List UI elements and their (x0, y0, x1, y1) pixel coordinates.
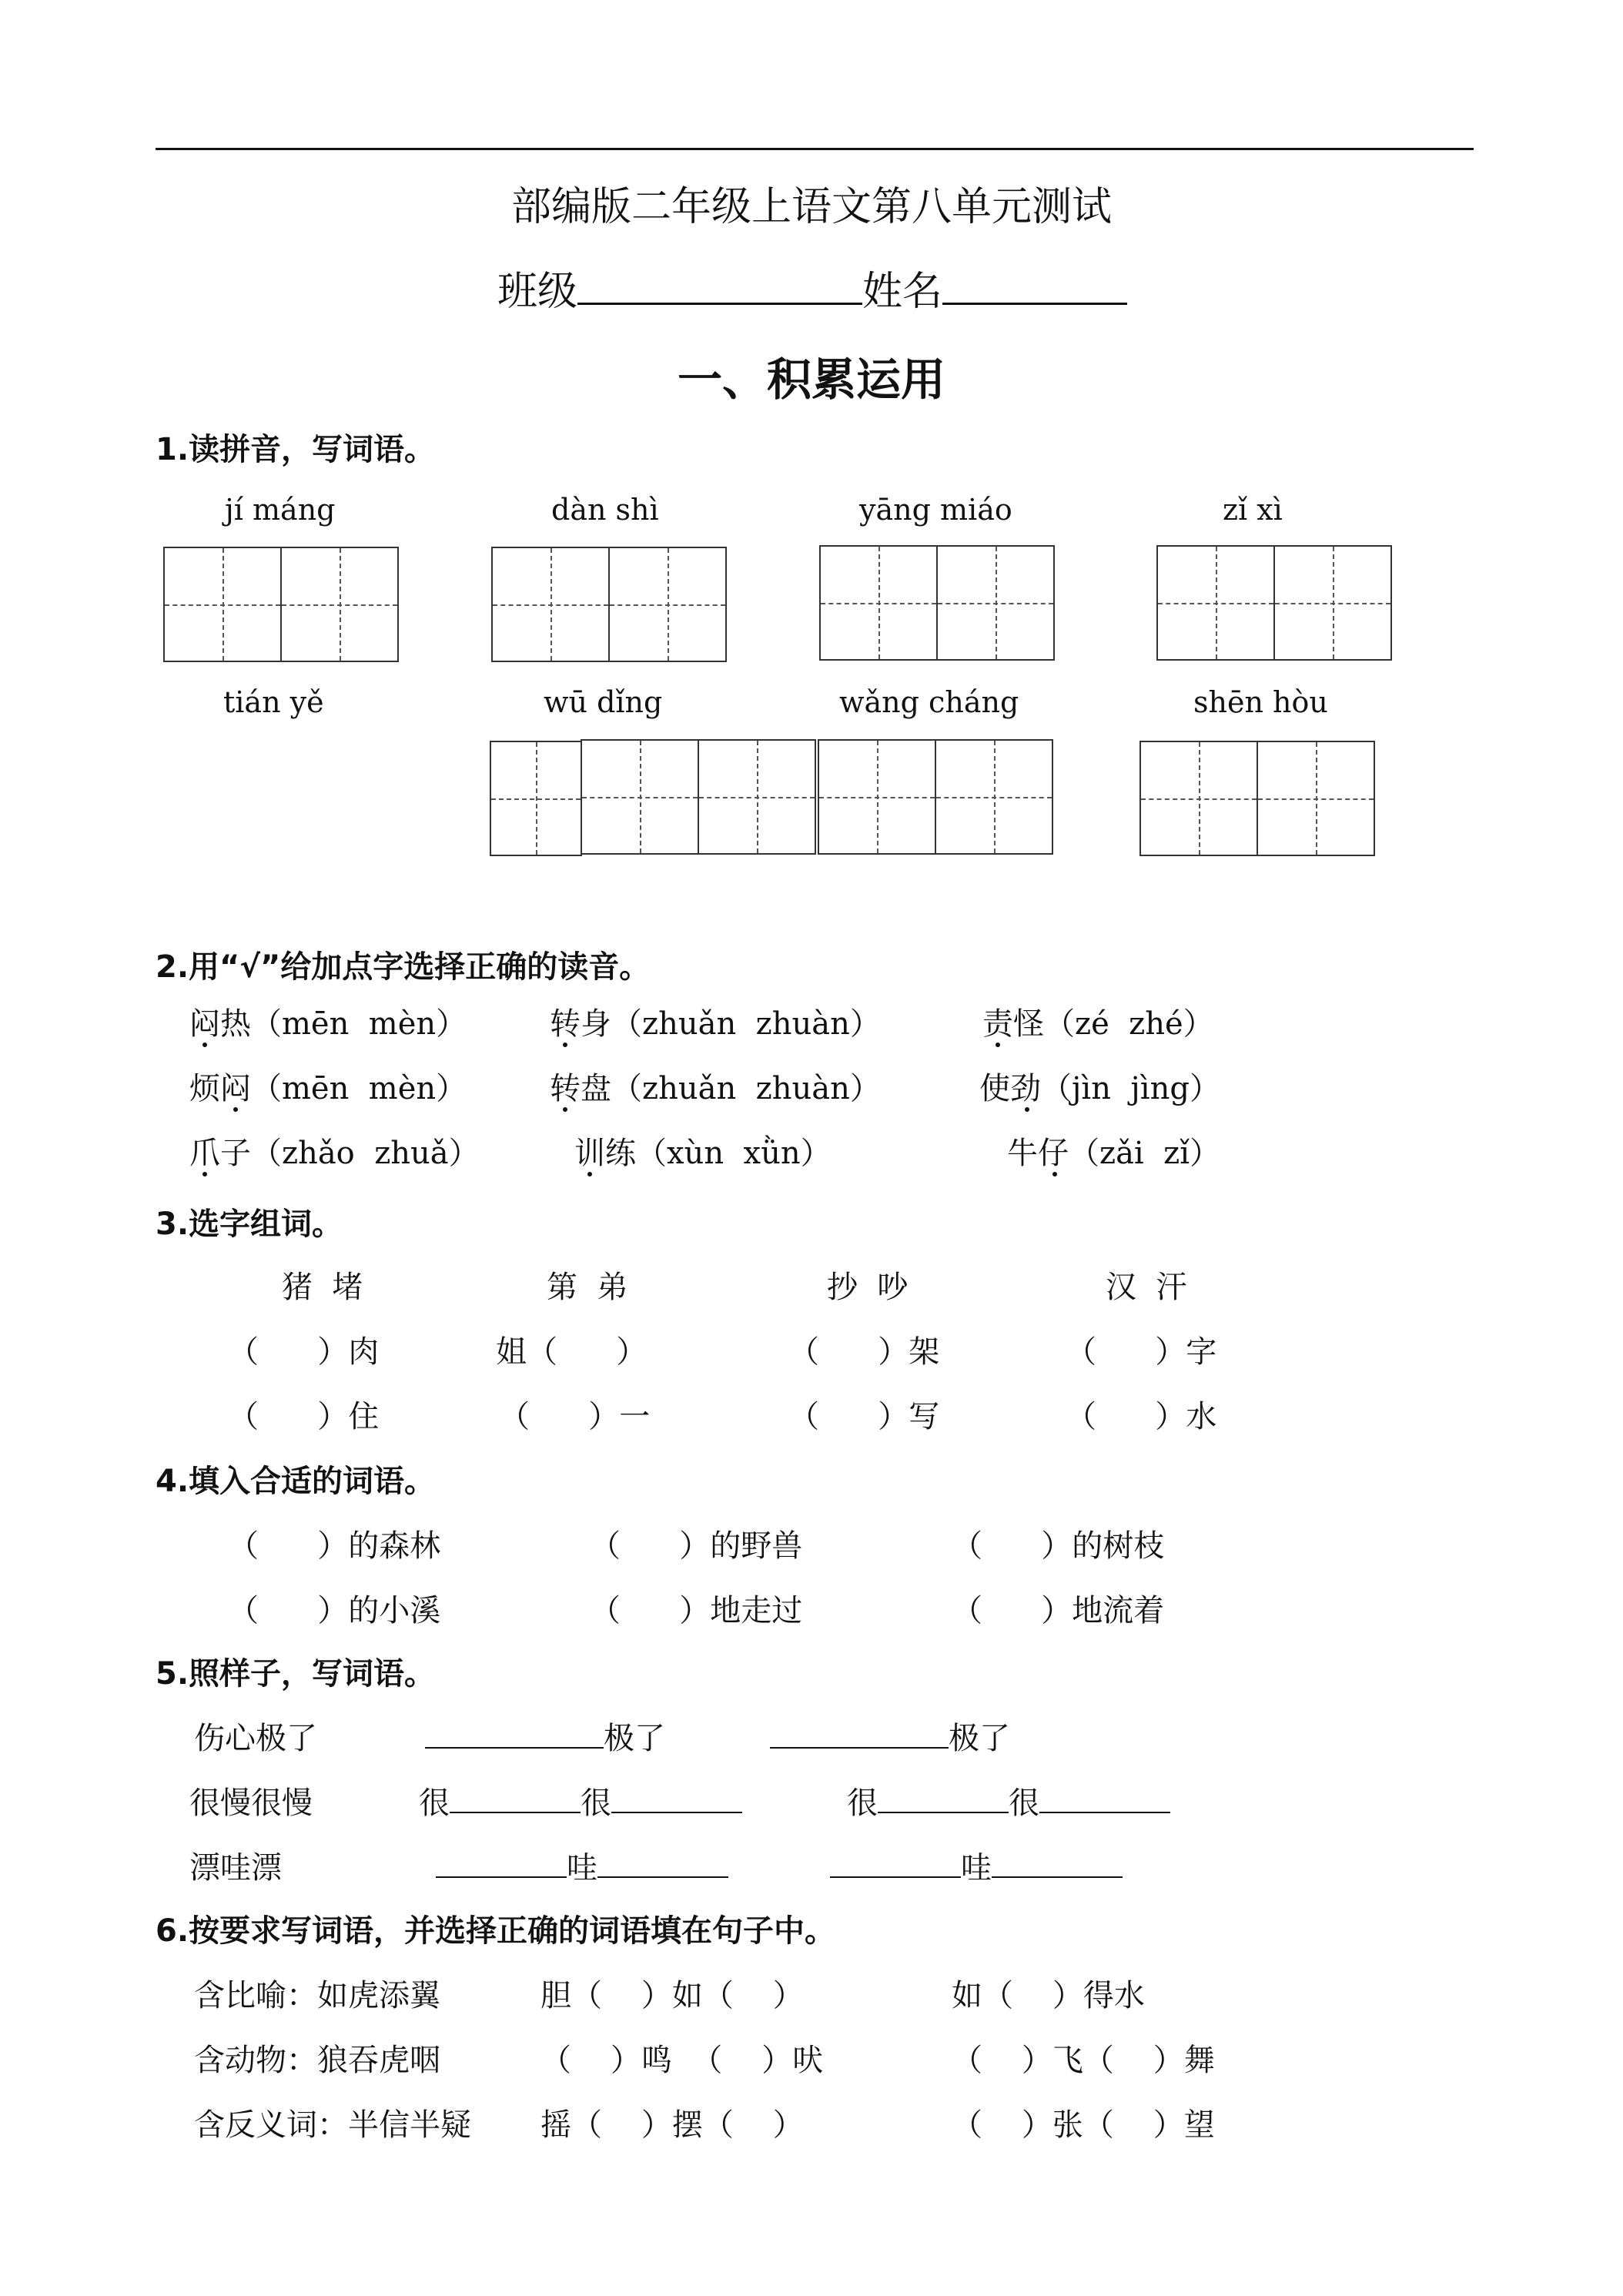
pinyin-1: jí máng (225, 493, 336, 527)
fill-item[interactable]: （ ）地流着 (952, 1593, 1165, 1628)
pinyin-8: shēn hòu (1193, 685, 1328, 719)
fill-item[interactable]: （ ）写 (788, 1399, 940, 1434)
fill-item[interactable]: 如（ ）得水 (952, 1978, 1145, 2013)
top-rule (156, 148, 1474, 150)
example-word: 漂哇漂 (189, 1850, 282, 1886)
suffix-text: 极了 (604, 1721, 665, 1756)
emphasis-dot (1025, 1107, 1029, 1112)
pinyin-6: wū dǐng (544, 685, 663, 719)
category-example: 含比喻：如虎添翼 (194, 1978, 440, 2013)
name-blank[interactable] (942, 267, 1127, 305)
fill-item[interactable]: 姐（ ） (496, 1334, 648, 1370)
fill-item[interactable]: （ ）住 (228, 1399, 380, 1434)
fill-item[interactable]: （ ）鸣 （ ）吠 (540, 2043, 824, 2078)
example-word: 伤心极了 (194, 1721, 317, 1756)
fill-item[interactable]: （ ）地走过 (590, 1593, 803, 1628)
example-word: 很慢很慢 (189, 1786, 313, 1821)
answer-blank[interactable] (597, 1846, 728, 1878)
pattern-fill (425, 1714, 665, 1758)
char-pair: 第 弟 (547, 1270, 628, 1305)
emphasis-dot (202, 1043, 207, 1047)
char-grid[interactable] (819, 545, 1055, 661)
char-grid[interactable] (490, 741, 582, 856)
answer-blank[interactable] (878, 1781, 1009, 1813)
pattern-fill: 很 很 (847, 1779, 1170, 1822)
q6-title: 6.按要求写词语，并选择正确的词语填在句子中。 (156, 1913, 836, 1949)
q2-item: 烦闷（mēn mèn） (189, 1071, 467, 1106)
class-name-row (497, 259, 1127, 316)
pinyin-2: dàn shì (551, 493, 659, 527)
q4-title: 4.填入合适的词语。 (156, 1464, 436, 1499)
emphasis-dot (587, 1172, 592, 1176)
char-pair: 抄 吵 (827, 1270, 909, 1305)
pinyin-7: wǎng cháng (839, 685, 1019, 719)
q2-title: 2.用“√”给加点字选择正确的读音。 (156, 949, 651, 985)
category-example: 含动物：狼吞虎咽 (194, 2043, 440, 2078)
q2-item: 转盘（zhuǎn zhuàn） (550, 1071, 881, 1106)
pattern-fill: 哇 (830, 1843, 1123, 1887)
answer-blank[interactable] (611, 1781, 742, 1813)
q5-title: 5.照样子，写词语。 (156, 1656, 436, 1692)
fill-item[interactable]: （ ）字 (1066, 1334, 1217, 1370)
char-grid[interactable] (818, 739, 1053, 855)
emphasis-dot (996, 1043, 1000, 1047)
q2-item: 训练（xùn xǜn） (574, 1136, 832, 1171)
suffix-text: 极了 (949, 1721, 1010, 1756)
emphasis-dot (563, 1043, 567, 1047)
pinyin-4: zǐ xì (1223, 493, 1283, 527)
char-grid[interactable] (163, 547, 399, 662)
fill-item[interactable]: （ ）架 (788, 1334, 940, 1370)
pinyin-5: tián yě (223, 685, 324, 719)
q3-title: 3.选字组词。 (156, 1207, 343, 1242)
answer-blank[interactable] (450, 1781, 581, 1813)
fill-item[interactable]: 摇（ ）摆（ ） (540, 2107, 804, 2143)
char-pair: 汉 汗 (1106, 1270, 1187, 1305)
answer-blank[interactable] (1039, 1781, 1170, 1813)
fill-item[interactable]: （ ）的森林 (228, 1528, 441, 1564)
class-label: 班级 (497, 269, 578, 315)
pinyin-3: yāng miáo (859, 493, 1012, 527)
fill-item[interactable]: （ ）一 (499, 1399, 651, 1434)
section-heading: 一、积累运用 (677, 353, 945, 406)
answer-blank[interactable] (436, 1846, 567, 1878)
answer-blank[interactable] (830, 1846, 961, 1878)
fill-item[interactable]: （ ）的野兽 (590, 1528, 803, 1564)
emphasis-dot (1052, 1172, 1057, 1176)
fill-item[interactable]: （ ）的树枝 (952, 1528, 1165, 1564)
emphasis-dot (233, 1107, 238, 1112)
pattern-fill: 很 很 (419, 1779, 742, 1822)
fill-item[interactable]: （ ）水 (1066, 1399, 1217, 1434)
class-blank[interactable] (577, 267, 862, 305)
q2-item: 闷热（mēn mèn） (189, 1006, 467, 1042)
emphasis-dot (202, 1172, 207, 1176)
q2-item: 转身（zhuǎn zhuàn） (550, 1006, 881, 1042)
q2-item: 使劲（jìn jìng） (979, 1071, 1220, 1106)
q2-item: 责怪（zé zhé） (982, 1006, 1214, 1042)
q2-item: 牛仔（zǎi zǐ） (1007, 1136, 1221, 1171)
answer-blank[interactable] (770, 1716, 949, 1749)
answer-blank[interactable] (425, 1716, 604, 1749)
pattern-fill (770, 1714, 1010, 1758)
pattern-fill: 哇 (436, 1843, 728, 1887)
fill-item[interactable]: （ ）肉 (228, 1334, 380, 1370)
fill-item[interactable]: （ ）飞（ ）舞 (952, 2043, 1215, 2078)
char-grid[interactable] (491, 547, 727, 662)
char-pair: 猪 堵 (282, 1270, 363, 1305)
q1-title: 1.读拼音，写词语。 (156, 432, 436, 467)
char-grid[interactable] (581, 739, 816, 855)
emphasis-dot (563, 1107, 567, 1112)
page-title: 部编版二年级上语文第八单元测试 (510, 184, 1112, 230)
fill-item[interactable]: （ ）的小溪 (228, 1593, 441, 1628)
name-label: 姓名 (862, 269, 943, 315)
answer-blank[interactable] (992, 1846, 1123, 1878)
q2-item: 爪子（zhǎo zhuǎ） (189, 1136, 480, 1171)
char-grid[interactable] (1139, 741, 1375, 856)
fill-item[interactable]: 胆（ ）如（ ） (540, 1978, 804, 2013)
fill-item[interactable]: （ ）张（ ）望 (952, 2107, 1215, 2143)
category-example: 含反义词：半信半疑 (194, 2107, 471, 2143)
char-grid[interactable] (1156, 545, 1392, 661)
